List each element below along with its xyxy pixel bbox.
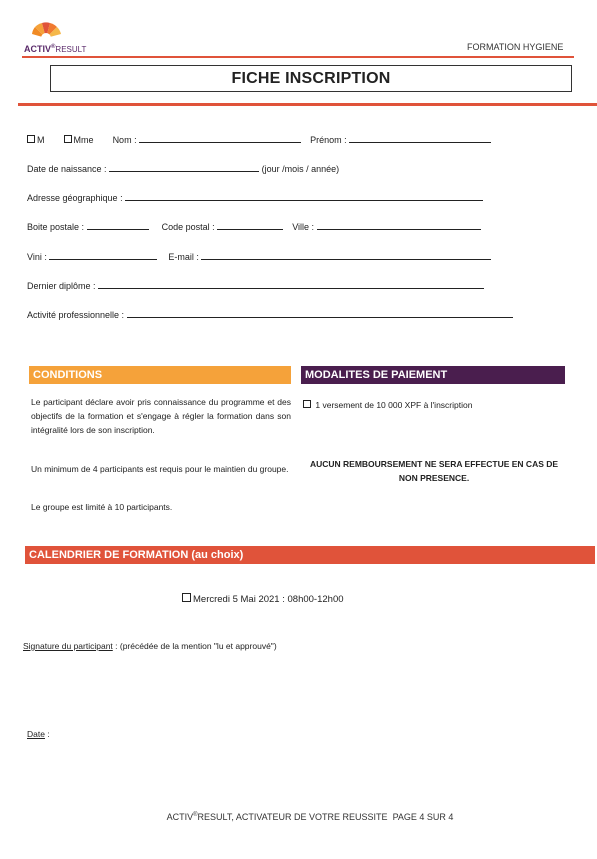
conditions-p3: Le groupe est limité à 10 participants. <box>31 502 173 512</box>
nom-label: Nom : <box>112 135 137 145</box>
signature-line <box>23 641 277 651</box>
conditions-p2: Un minimum de 4 participants est requis pour le maintien du groupe. <box>31 464 289 474</box>
contact-row <box>27 251 491 262</box>
logo-brand: ACTIV <box>24 44 51 54</box>
activity-row <box>27 309 513 320</box>
civility-mme-label: Mme <box>73 135 94 145</box>
bp-label: Boite postale : <box>27 222 85 232</box>
footer-page: PAGE 4 SUR 4 <box>392 812 454 822</box>
logo-wordmark: ACTIV®RESULT <box>24 44 87 54</box>
diploma-field[interactable] <box>98 280 484 289</box>
activity-label: Activité professionnelle : <box>27 310 125 320</box>
conditions-p1: Le participant déclare avoir pris connaissance du programme et des objectifs de la formation et s'engage à régler la formation dans son intégralité lors de son inscription. <box>31 397 291 435</box>
page-footer: ACTIV®RESULT, ACTIVATEUR DE VOTRE REUSSITE PAGE 4 SUR 4 <box>166 812 454 822</box>
conditions-heading: CONDITIONS <box>29 366 291 384</box>
cp-field[interactable] <box>217 221 283 230</box>
prenom-field[interactable] <box>349 134 491 143</box>
payment-option-label: 1 versement de 10 000 XPF à l'inscription <box>315 400 473 410</box>
birth-label: Date de naissance : <box>27 164 107 174</box>
checkbox-m[interactable] <box>27 135 35 143</box>
payment-checkbox[interactable] <box>303 400 311 408</box>
session-checkbox[interactable] <box>182 593 191 602</box>
payment-heading: MODALITES DE PAIEMENT <box>301 366 565 384</box>
prenom-label: Prénom : <box>310 135 347 145</box>
calendar-heading: CALENDRIER DE FORMATION (au choix) <box>25 546 595 564</box>
vini-label: Vini : <box>27 252 47 262</box>
birth-hint: (jour /mois / année) <box>261 164 340 174</box>
birth-row <box>27 163 339 174</box>
activity-field[interactable] <box>127 309 513 318</box>
postal-row <box>27 221 481 232</box>
vini-field[interactable] <box>49 251 157 260</box>
civility-row <box>27 134 491 145</box>
address-field[interactable] <box>125 192 483 201</box>
diploma-label: Dernier diplôme : <box>27 281 96 291</box>
session-label: Mercredi 5 Mai 2021 : 08h00-12h00 <box>193 594 344 605</box>
signature-note: : (précédée de la mention "lu et approuvé") <box>115 641 277 651</box>
bp-field[interactable] <box>87 221 149 230</box>
logo-sub: RESULT <box>55 45 87 54</box>
refund-notice: AUCUN REMBOURSEMENT NE SERA EFFECTUE EN CAS DE NON PRESENCE. <box>309 459 559 483</box>
birth-field[interactable] <box>109 163 259 172</box>
email-field[interactable] <box>201 251 491 260</box>
email-label: E-mail : <box>168 252 199 262</box>
session-option <box>182 593 344 605</box>
date-label: Date <box>27 729 45 739</box>
signature-label: Signature du participant <box>23 641 113 651</box>
civility-m-label: M <box>37 135 45 145</box>
footer-brand-b: RESULT, ACTIVATEUR DE VOTRE REUSSITE <box>197 812 388 822</box>
ville-field[interactable] <box>317 221 481 230</box>
nom-field[interactable] <box>139 134 301 143</box>
header-rule <box>22 56 574 58</box>
title-rule <box>18 103 597 106</box>
payment-option <box>303 400 472 410</box>
address-label: Adresse géographique : <box>27 193 123 203</box>
cp-label: Code postal : <box>161 222 215 232</box>
diploma-row <box>27 280 484 291</box>
ville-label: Ville : <box>292 222 315 232</box>
checkbox-mme[interactable] <box>64 135 72 143</box>
date-colon: : <box>44 729 50 739</box>
footer-brand-a: ACTIV <box>166 812 194 822</box>
page-title: FICHE INSCRIPTION <box>50 65 572 92</box>
date-line <box>27 729 50 739</box>
address-row <box>27 192 483 203</box>
section-label: FORMATION HYGIENE <box>467 42 564 52</box>
